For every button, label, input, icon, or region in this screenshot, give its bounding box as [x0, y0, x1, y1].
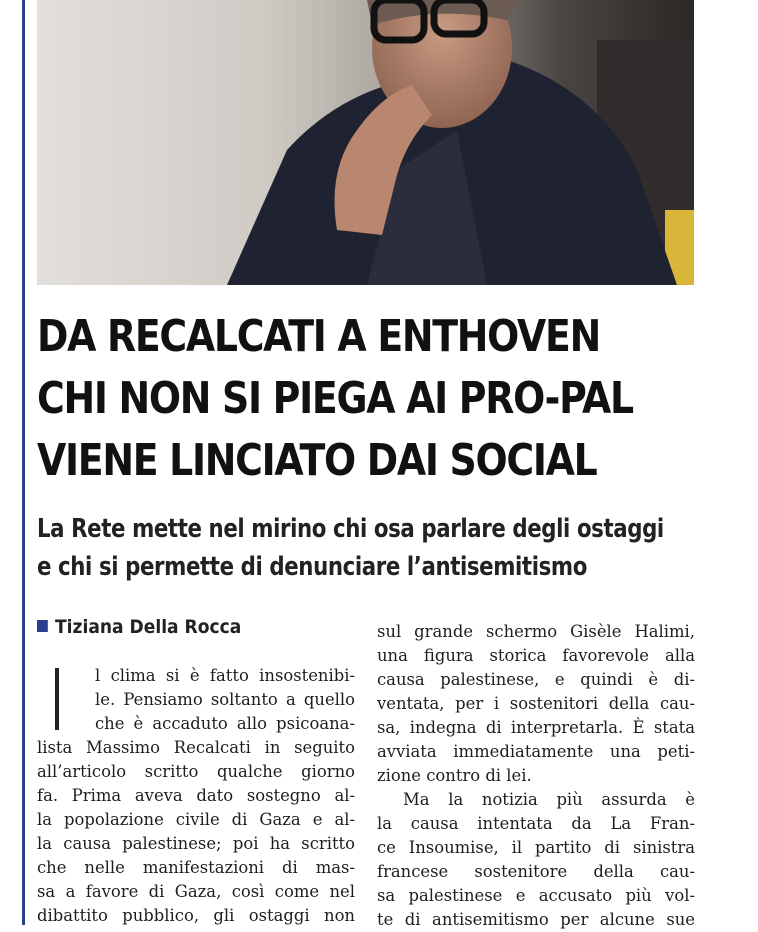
text-line: la popolazione civile di Gaza e al- [37, 810, 355, 829]
article-column-1 [37, 664, 355, 928]
subheadline-line: La Rete mette nel mirino chi osa parlare degli ostaggi [37, 514, 664, 544]
text-line: Ma la notizia più assurda è [403, 790, 695, 809]
author-name: Tiziana Della Rocca [55, 616, 242, 638]
text-line: le. Pensiamo soltanto a quello [95, 690, 355, 709]
headline-line: CHI NON SI PIEGA AI PRO-PAL [37, 373, 633, 424]
byline-square-icon [37, 620, 48, 632]
text-line: causa palestinese, e quindi è di- [377, 670, 695, 689]
text-line: che nelle manifestazioni di mas- [37, 858, 355, 877]
text-line: fa. Prima aveva dato sostegno al- [37, 786, 355, 805]
text-line: all’articolo scritto qualche giorno [37, 762, 355, 781]
text-line: l clima si è fatto insostenibi- [95, 666, 355, 685]
headline-line: VIENE LINCIATO DAI SOCIAL [37, 435, 597, 486]
text-line: zione contro di lei. [377, 766, 532, 785]
text-line: sul grande schermo Gisèle Halimi, [377, 622, 695, 641]
text-line: sa a favore di Gaza, così come nel [37, 882, 355, 901]
article-column-2 [377, 620, 695, 932]
headline [37, 306, 633, 492]
subheadline-line: e chi si permette di denunciare l’antisemitismo [37, 552, 587, 582]
text-line: sa palestinese e accusato più vol- [377, 886, 695, 905]
subheadline [37, 510, 664, 586]
text-line: avviata immediatamente una peti- [377, 742, 695, 761]
text-line: ventata, per i sostenitori della cau- [377, 694, 695, 713]
text-line: francese sostenitore della cau- [377, 862, 695, 881]
text-line: lista Massimo Recalcati in seguito [37, 738, 355, 757]
text-line: sa, indegna di interpretarla. È stata [377, 718, 695, 737]
text-line: ce Insoumise, il partito di sinistra [377, 838, 695, 857]
text-line: dibattito pubblico, gli ostaggi non [37, 906, 355, 925]
left-column-rule [22, 0, 25, 925]
text-line: te di antisemitismo per alcune sue [377, 910, 695, 929]
byline [37, 616, 241, 638]
article-photo [37, 0, 694, 285]
text-line: la causa palestinese; poi ha scritto [37, 834, 355, 853]
text-line: una figura storica favorevole alla [377, 646, 695, 665]
headline-line: DA RECALCATI A ENTHOVEN [37, 311, 600, 362]
text-line: la causa intentata da La Fran- [377, 814, 695, 833]
text-line: che è accaduto allo psicoana- [95, 714, 355, 733]
